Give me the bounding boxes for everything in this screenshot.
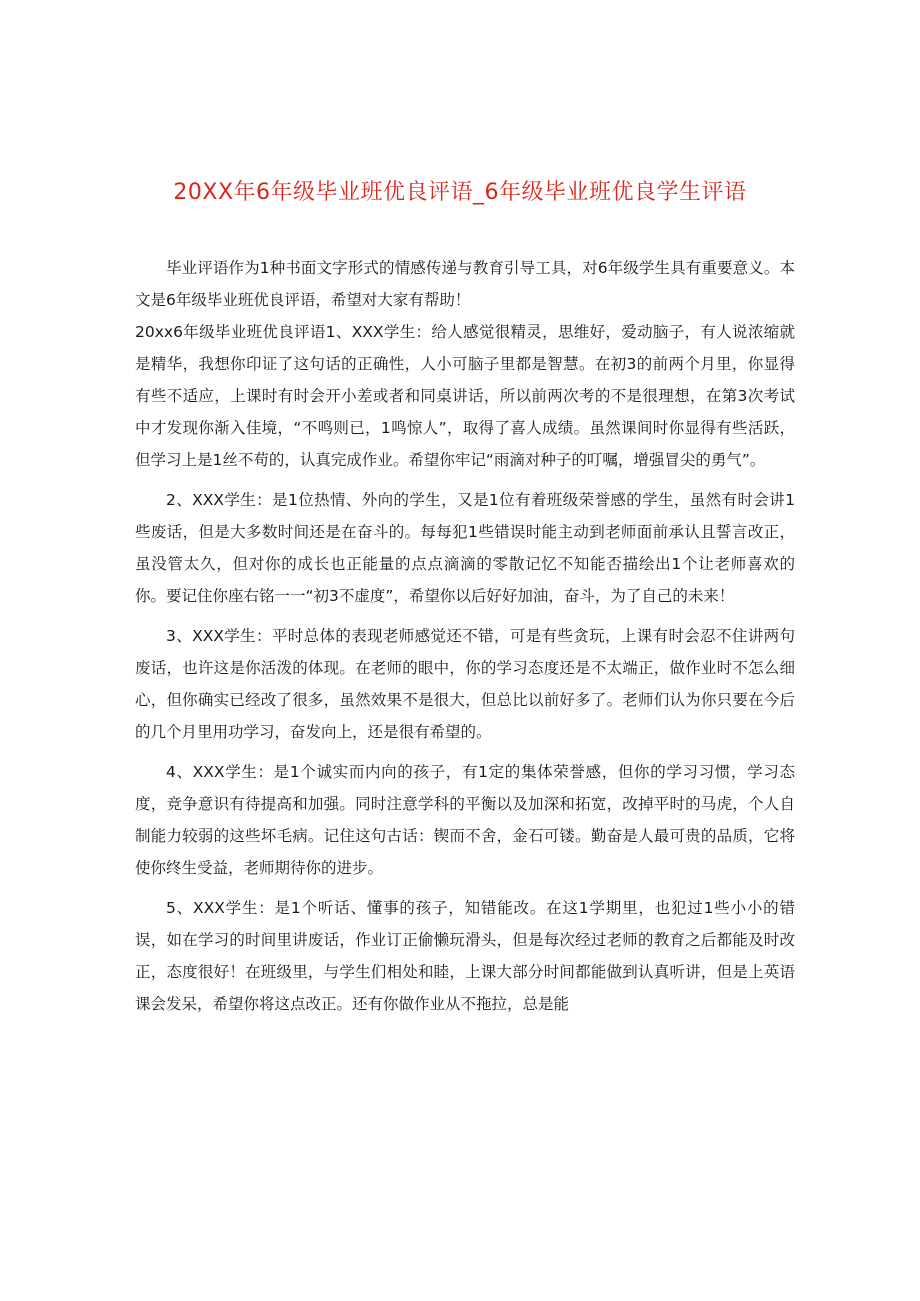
comment-paragraph-5: 5、XXX学生：是1个听话、懂事的孩子，知错能改。在这1学期里，也犯过1些小小的错误，如在学习的时间里讲废话，作业订正偷懒玩滑头，但是每次经过老师的教育之后都能及时改正，态度很好！在班级里，与学生们相处和睦，上课大部分时间都能做到认真听讲，但是上英语课会发呆，希望你将这点改正。还有你做作业从不拖拉，总是能 [135,899,795,1013]
document-body [135,252,795,1028]
comment-paragraph-1: 20xx6年级毕业班优良评语1、XXX学生：给人感觉很精灵，思维好，爱动脑子，有人说浓缩就是精华，我想你印证了这句话的正确性，人小可脑子里都是智慧。在初3的前两个月里，你显得有些不适应，上课时有时会开小差或者和同桌讲话，所以前两次考的不是很理想，在第3次考试中才发现你渐入佳境，“不鸣则已，1鸣惊人”，取得了喜人成绩。虽然课间时你显得有些活跃，但学习上是1丝不苟的，认真完成作业。希望你牢记“雨滴对种子的叮嘱，增强冒尖的勇气”。 [135,323,795,469]
document-title: 20XX年6年级毕业班优良评语_6年级毕业班优良学生评语 [173,180,747,205]
comment-paragraph-3: 3、XXX学生：平时总体的表现老师感觉还不错，可是有些贪玩，上课有时会忍不住讲两句废话，也许这是你活泼的体现。在老师的眼中，你的学习态度还是不太端正，做作业时不怎么细心，但你确实已经改了很多，虽然效果不是很大，但总比以前好多了。老师们认为你只要在今后的几个月里用功学习，奋发向上，还是很有希望的。 [135,627,795,741]
comment-paragraph-4: 4、XXX学生：是1个诚实而内向的孩子，有1定的集体荣誉感，但你的学习习惯，学习态度，竞争意识有待提高和加强。同时注意学科的平衡以及加深和拓宽，改掉平时的马虎，个人自制能力较弱的这些坏毛病。记住这句古话：锲而不舍，金石可镂。勤奋是人最可贵的品质，它将使你终生受益，老师期待你的进步。 [135,763,795,877]
intro-paragraph: 毕业评语作为1种书面文字形式的情感传递与教育引导工具，对6年级学生具有重要意义。本文是6年级毕业班优良评语，希望对大家有帮助！ [135,259,795,309]
comment-paragraph-2: 2、XXX学生：是1位热情、外向的学生，又是1位有着班级荣誉感的学生，虽然有时会讲1些废话，但是大多数时间还是在奋斗的。每每犯1些错误时能主动到老师面前承认且誓言改正，虽没管太久，但对你的成长也正能量的点点滴滴的零散记忆不知能否描绘出1个让老师喜欢的你。要记住你座右铭一一“初3不虚度”，希望你以后好好加油，奋斗，为了自己的未来！ [135,491,795,605]
